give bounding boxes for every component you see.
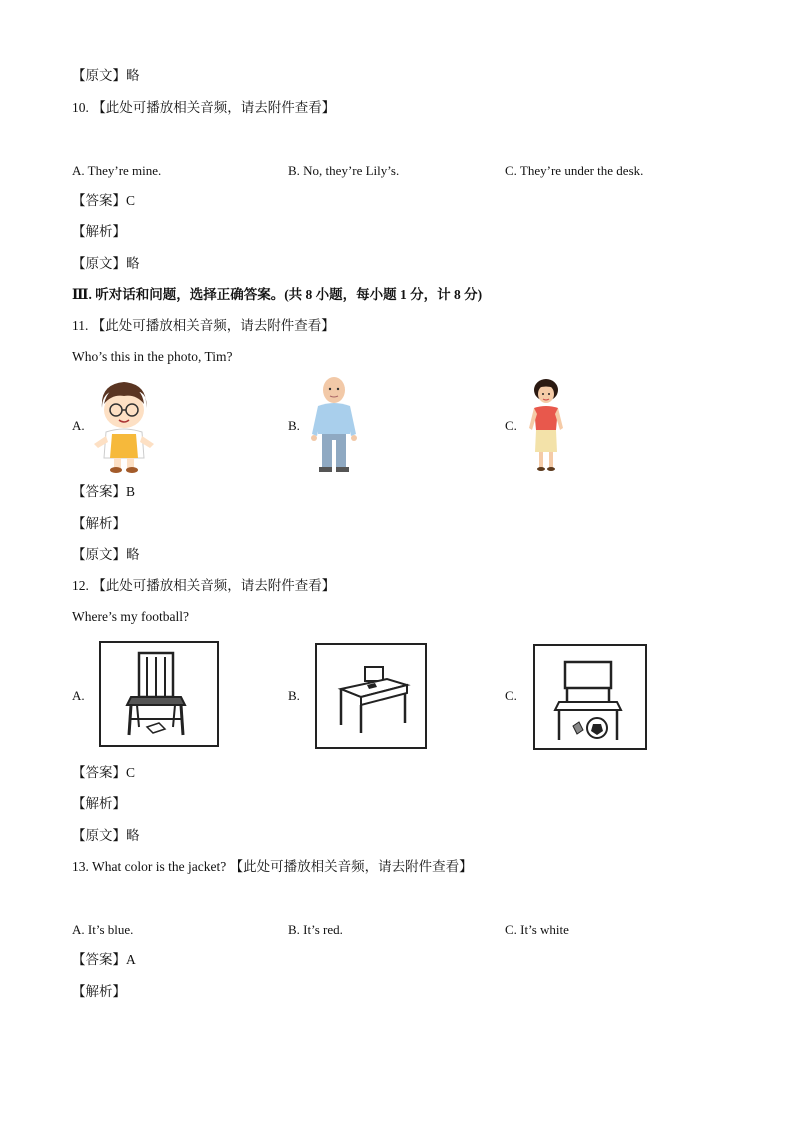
q12-original-text: 【原文】略 xyxy=(72,828,140,843)
q11-answer: 【答案】B xyxy=(72,484,136,499)
q12-stem: 12. 【此处可播放相关音频，请去附件查看】 xyxy=(72,578,336,593)
q11-option-c-letter: C. xyxy=(505,418,517,433)
q13-option-c: C. It’s white xyxy=(505,922,569,937)
q10-stem: 10. 【此处可播放相关音频，请去附件查看】 xyxy=(72,100,336,115)
q13-stem: 13. What color is the jacket? 【此处可播放相关音频，请去附件查看】 xyxy=(72,859,473,874)
woman-image xyxy=(526,378,566,474)
q12-option-c-letter: C. xyxy=(505,688,517,703)
q12-option-a-letter: A. xyxy=(72,688,85,703)
chair-with-ball-image xyxy=(99,641,219,747)
q10-option-a: A. They’re mine. xyxy=(72,163,162,178)
desk-and-chair-image xyxy=(315,643,427,749)
q10-original-text: 【原文】略 xyxy=(72,256,140,271)
q12-answer: 【答案】C xyxy=(72,765,136,780)
q12-option-b-letter: B. xyxy=(288,688,300,703)
q12-analysis: 【解析】 xyxy=(72,796,126,811)
chair-with-football-image xyxy=(533,644,647,750)
q11-analysis: 【解析】 xyxy=(72,516,126,531)
q11-option-a-letter: A. xyxy=(72,418,85,433)
old-man-image xyxy=(308,376,360,474)
q10-option-b: B. No, they’re Lily’s. xyxy=(288,163,400,178)
q12-question: Where’s my football? xyxy=(72,609,189,624)
q13-option-a: A. It’s blue. xyxy=(72,922,134,937)
q11-option-b-letter: B. xyxy=(288,418,300,433)
q9-original-text: 【原文】略 xyxy=(72,68,140,83)
boy-with-glasses-image xyxy=(92,378,156,474)
q10-analysis: 【解析】 xyxy=(72,224,126,239)
q10-option-c: C. They’re under the desk. xyxy=(505,163,644,178)
q10-answer: 【答案】C xyxy=(72,193,136,208)
q13-answer: 【答案】A xyxy=(72,952,136,967)
section-3-heading: Ⅲ. 听对话和问题，选择正确答案。(共 8 小题，每小题 1 分，计 8 分) xyxy=(72,287,483,302)
q11-stem: 11. 【此处可播放相关音频，请去附件查看】 xyxy=(72,318,335,333)
q11-question: Who’s this in the photo, Tim? xyxy=(72,349,233,364)
q13-analysis: 【解析】 xyxy=(72,984,126,999)
q11-original-text: 【原文】略 xyxy=(72,547,140,562)
q13-option-b: B. It’s red. xyxy=(288,922,343,937)
